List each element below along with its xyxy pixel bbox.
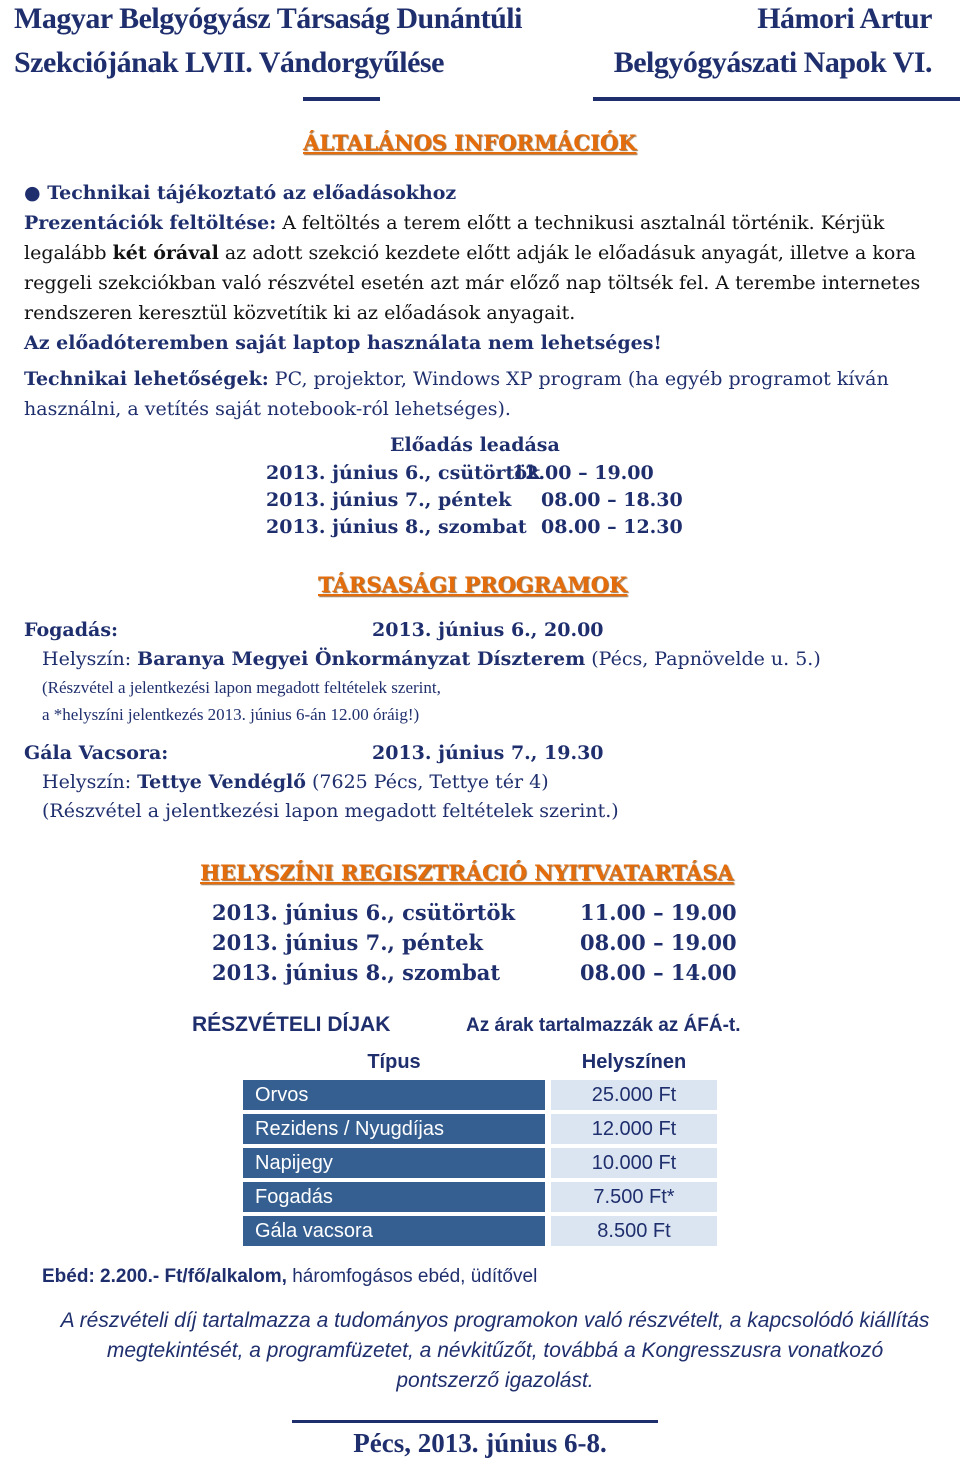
submission-date: 2013. június 6., csütörtök xyxy=(266,462,541,484)
lunch-text: háromfogásos ebéd, üdítővel xyxy=(286,1266,538,1287)
vat-note: Az árak tartalmazzák az ÁFÁ-t. xyxy=(466,1015,741,1036)
section-title-general: ÁLTALÁNOS INFORMÁCIÓK xyxy=(303,130,637,155)
section-title-social: TÁRSASÁGI PROGRAMOK xyxy=(318,572,628,597)
fee-price: 10.000 Ft xyxy=(551,1148,717,1178)
reception-label: Fogadás: xyxy=(24,619,119,641)
gala-label: Gála Vacsora: xyxy=(24,742,169,764)
submission-time: 12.00 – 19.00 xyxy=(512,462,654,484)
upload-bold: két órával xyxy=(112,242,219,264)
fee-row xyxy=(243,1080,717,1110)
header-rule-left xyxy=(303,97,380,101)
reception-heading xyxy=(24,619,604,641)
gala-datetime: 2013. június 7., 19.30 xyxy=(372,742,604,764)
fee-type: Fogadás xyxy=(243,1182,545,1212)
upload-text-1: A feltöltés a terem előtt a technikusi asztalnál történik. Kérjük legalább xyxy=(24,212,885,264)
fee-price: 7.500 Ft* xyxy=(551,1182,717,1212)
header-title-right-1: Hámori Artur xyxy=(757,2,932,35)
section-title-registration: HELYSZÍNI REGISZTRÁCIÓ NYITVATARTÁSA xyxy=(200,860,734,885)
bullet-heading: ● Technikai tájékoztató az előadásokhoz xyxy=(24,182,457,204)
venue-address: (Pécs, Papnövelde u. 5.) xyxy=(585,648,821,670)
registration-time: 08.00 – 19.00 xyxy=(580,930,737,955)
reception-datetime: 2013. június 6., 20.00 xyxy=(372,619,604,641)
col-type-header: Típus xyxy=(243,1048,545,1076)
gala-venue xyxy=(42,771,549,793)
fee-row xyxy=(243,1182,717,1212)
tech-text: PC, projektor, Windows XP program (ha egyéb programot kíván használni, a vetítés saját notebook-ról lehetséges). xyxy=(24,368,889,420)
venue-label: Helyszín: xyxy=(42,648,138,670)
venue-label: Helyszín: xyxy=(42,771,138,793)
laptop-notice: Az előadóteremben saját laptop használata nem lehetséges! xyxy=(24,332,662,354)
fee-price: 25.000 Ft xyxy=(551,1080,717,1110)
general-info-block xyxy=(24,178,949,424)
footer-rule xyxy=(292,1420,658,1423)
submission-time: 08.00 – 18.30 xyxy=(541,489,683,511)
fee-type: Rezidens / Nyugdíjas xyxy=(243,1114,545,1144)
registration-time: 08.00 – 14.00 xyxy=(580,960,737,985)
upload-label: Prezentációk feltöltése: xyxy=(24,212,277,234)
fee-row xyxy=(243,1114,717,1144)
registration-row xyxy=(212,900,737,925)
fee-price: 12.000 Ft xyxy=(551,1114,717,1144)
fee-summary: A részvételi díj tartalmazza a tudományos programokon való részvételt, a kapcsolódó kiállítás megtekintését, a programfüzetet, a névkitűzőt, továbbá a Kongresszusra vonatkozó pontszerző igazolást. xyxy=(60,1309,930,1392)
header-title-left-1: Magyar Belgyógyász Társaság Dunántúli xyxy=(14,2,522,35)
reception-venue xyxy=(42,648,821,670)
registration-time: 11.00 – 19.00 xyxy=(580,900,737,925)
venue-name: Tettye Vendéglő xyxy=(137,771,306,793)
submission-date: 2013. június 8., szombat xyxy=(266,516,527,538)
lunch-price: Ebéd: 2.200.- Ft/fő/alkalom, xyxy=(42,1266,287,1287)
tech-paragraph xyxy=(24,364,949,424)
fee-type: Napijegy xyxy=(243,1148,545,1178)
registration-row xyxy=(212,930,737,955)
col-price-header: Helyszínen xyxy=(551,1048,717,1076)
header-title-left-2: Szekciójának LVII. Vándorgyűlése xyxy=(14,46,444,79)
upload-text-2: az adott szekció kezdete előtt adják le előadásuk anyagát, illetve a kora reggeli szekciókban való részvétel esetén azt már előző nap töltsék fel. A terembe internetes rendszeren keresztül közvetítik ki az előadások anyagait. xyxy=(24,242,921,324)
fee-table xyxy=(243,1044,717,1250)
fees-title: RÉSZVÉTELI DÍJAK xyxy=(192,1013,391,1036)
registration-date: 2013. június 8., szombat xyxy=(212,960,501,985)
upload-paragraph xyxy=(24,208,949,328)
fee-table-header xyxy=(243,1048,717,1076)
submission-row xyxy=(266,516,683,538)
venue-address: (7625 Pécs, Tettye tér 4) xyxy=(305,771,549,793)
reception-note-1: (Részvétel a jelentkezési lapon megadott feltételek szerint, xyxy=(42,678,441,697)
fee-type: Gála vacsora xyxy=(243,1216,545,1246)
submission-time: 08.00 – 12.30 xyxy=(541,516,683,538)
gala-heading xyxy=(24,742,604,764)
lunch-info xyxy=(42,1266,537,1288)
tech-label: Technikai lehetőségek: xyxy=(24,368,269,390)
footer-place-date: Pécs, 2013. június 6-8. xyxy=(353,1428,607,1458)
registration-date: 2013. június 7., péntek xyxy=(212,930,484,955)
fee-price: 8.500 Ft xyxy=(551,1216,717,1246)
fee-row xyxy=(243,1216,717,1246)
registration-row xyxy=(212,960,737,985)
submission-row xyxy=(266,462,654,484)
submission-row xyxy=(266,489,683,511)
registration-date: 2013. június 6., csütörtök xyxy=(212,900,516,925)
submission-date: 2013. június 7., péntek xyxy=(266,489,512,511)
header-rule-right xyxy=(593,97,960,101)
fee-type: Orvos xyxy=(243,1080,545,1110)
gala-note: (Részvétel a jelentkezési lapon megadott feltételek szerint.) xyxy=(42,800,619,822)
header-title-right-2: Belgyógyászati Napok VI. xyxy=(613,46,932,79)
reception-note-2: a *helyszíni jelentkezés 2013. június 6-án 12.00 óráig!) xyxy=(42,705,420,724)
venue-name: Baranya Megyei Önkormányzat Díszterem xyxy=(137,648,586,670)
fee-row xyxy=(243,1148,717,1178)
submission-title: Előadás leadása xyxy=(390,434,560,456)
